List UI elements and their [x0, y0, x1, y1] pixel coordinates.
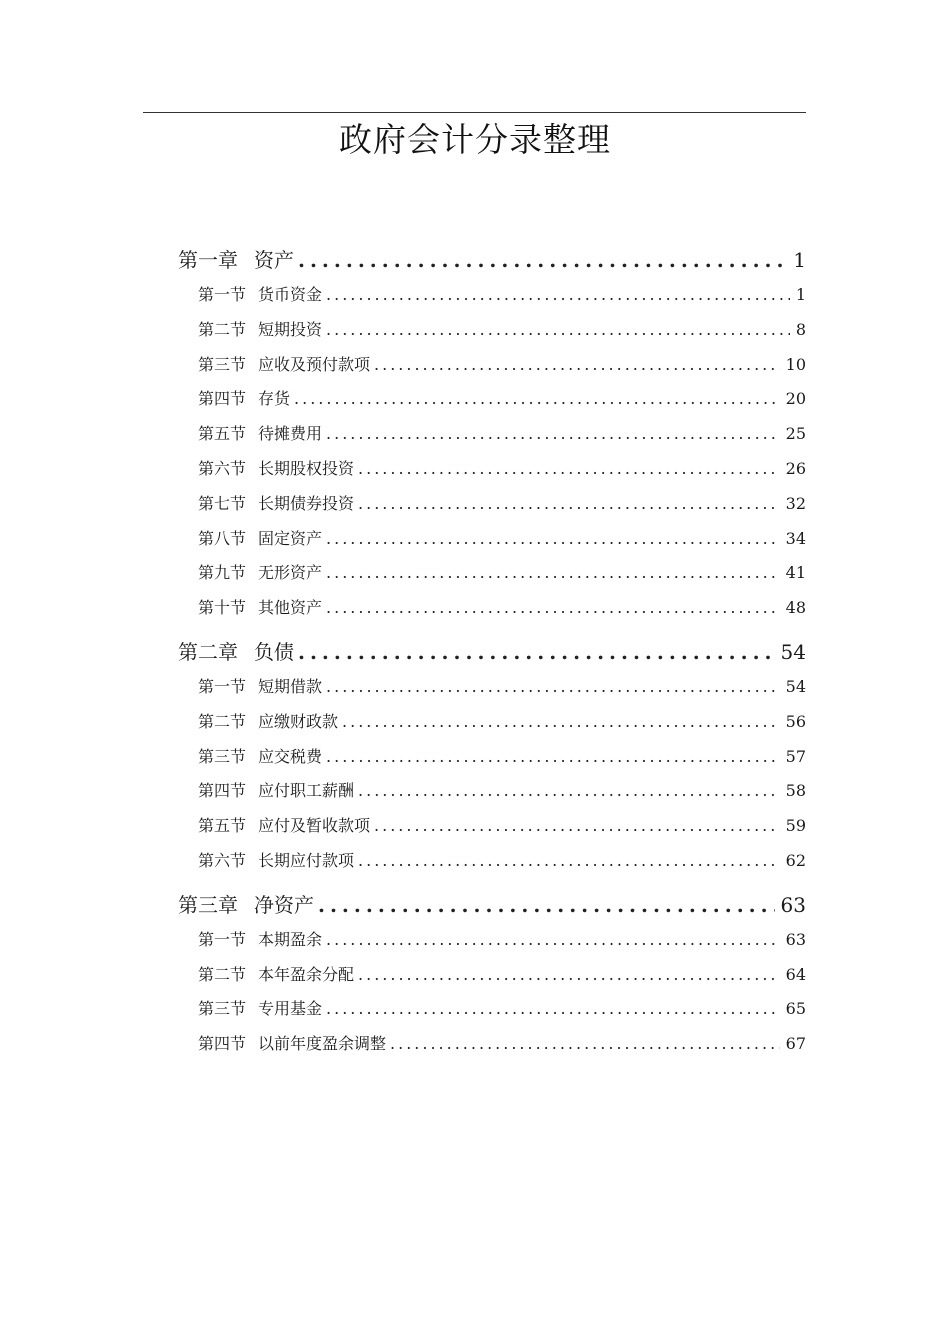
section-title: 应收及预付款项	[258, 354, 371, 374]
section-number: 第一节	[198, 285, 247, 304]
page-number: 63	[780, 892, 806, 917]
page-number: 25	[785, 424, 806, 444]
section-number: 第二节	[198, 319, 247, 339]
chapter-number: 第二章	[178, 639, 238, 664]
dot-leader	[326, 670, 780, 705]
section-title: 长期应付款项	[258, 850, 355, 870]
section-title: 其他资产	[258, 598, 323, 618]
section-title: 以前年度盈余调整	[258, 1034, 387, 1054]
dot-leader	[358, 487, 780, 522]
section-number: 第一节	[198, 676, 247, 696]
dot-leader	[326, 923, 780, 958]
page-number: 20	[785, 389, 806, 409]
page-number: 1	[793, 248, 806, 272]
dot-leader	[294, 382, 780, 417]
toc-section[interactable]	[198, 382, 806, 417]
section-title: 应交税费	[258, 746, 323, 766]
page-number: 56	[785, 711, 806, 731]
section-title: 固定资产	[258, 528, 323, 548]
dot-leader	[358, 844, 780, 879]
page-number: 57	[785, 746, 806, 766]
section-title: 存货	[258, 389, 291, 409]
page-number: 8	[795, 319, 806, 339]
dot-leader	[326, 591, 780, 626]
section-number: 第五节	[198, 424, 247, 444]
page-number: 26	[785, 458, 806, 478]
toc-section[interactable]	[198, 417, 806, 452]
toc-section[interactable]	[198, 992, 806, 1027]
page-number: 64	[785, 964, 806, 984]
dot-leader	[342, 705, 780, 740]
section-title: 货币资金	[258, 285, 323, 304]
toc-section[interactable]	[198, 774, 806, 809]
section-title: 短期借款	[258, 676, 323, 696]
page-number: 54	[780, 639, 806, 664]
dot-leader	[298, 242, 787, 278]
toc-section[interactable]	[198, 809, 806, 844]
section-title: 应付职工薪酬	[258, 781, 355, 801]
toc-chapter-2[interactable]	[178, 634, 806, 670]
chapter-number: 第一章	[178, 248, 238, 272]
page-number: 65	[785, 999, 806, 1019]
section-title: 本期盈余	[258, 929, 323, 949]
toc-section[interactable]	[198, 452, 806, 487]
section-number: 第一节	[198, 929, 247, 949]
toc-section[interactable]	[198, 670, 806, 705]
dot-leader	[326, 556, 780, 591]
page-number: 62	[785, 850, 806, 870]
page-number: 32	[785, 493, 806, 513]
dot-leader	[298, 634, 775, 670]
dot-leader	[358, 774, 780, 809]
dot-leader	[326, 992, 780, 1027]
dot-leader	[358, 958, 780, 993]
chapter-title: 净资产	[254, 892, 314, 917]
toc-chapter-1[interactable]	[178, 242, 806, 278]
dot-leader	[358, 452, 780, 487]
section-number: 第九节	[198, 563, 247, 583]
toc-section[interactable]	[198, 591, 806, 626]
page-number: 34	[785, 528, 806, 548]
toc-section[interactable]	[198, 1027, 806, 1062]
section-number: 第四节	[198, 1034, 247, 1054]
header-rule	[143, 112, 806, 113]
toc-section[interactable]	[198, 556, 806, 591]
toc-section[interactable]	[198, 705, 806, 740]
dot-leader	[390, 1027, 780, 1062]
toc-section[interactable]	[198, 278, 806, 313]
section-number: 第七节	[198, 493, 247, 513]
section-number: 第二节	[198, 964, 247, 984]
toc-section[interactable]	[198, 522, 806, 557]
dot-leader	[326, 740, 780, 775]
toc-section[interactable]	[198, 313, 806, 348]
section-title: 应付及暂收款项	[258, 816, 371, 836]
page-number: 63	[785, 929, 806, 949]
section-number: 第二节	[198, 711, 247, 731]
section-number: 第四节	[198, 389, 247, 409]
chapter-title: 资产	[254, 248, 294, 272]
chapter-title: 负债	[254, 639, 294, 664]
page-number: 67	[785, 1034, 806, 1054]
section-number: 第六节	[198, 458, 247, 478]
page-title: 政府会计分录整理	[339, 120, 611, 159]
section-title: 待摊费用	[258, 424, 323, 444]
dot-leader	[374, 809, 780, 844]
section-title: 专用基金	[258, 999, 323, 1019]
chapter-number: 第三章	[178, 892, 238, 917]
section-number: 第三节	[198, 999, 247, 1019]
section-number: 第五节	[198, 816, 247, 836]
section-title: 本年盈余分配	[258, 964, 355, 984]
toc-section[interactable]	[198, 348, 806, 383]
toc-section[interactable]	[198, 740, 806, 775]
dot-leader	[326, 313, 790, 348]
page-number: 41	[785, 563, 806, 583]
dot-leader	[374, 348, 780, 383]
dot-leader	[326, 522, 780, 557]
dot-leader	[326, 278, 790, 313]
section-title: 长期债券投资	[258, 493, 355, 513]
section-number: 第十节	[198, 598, 247, 618]
section-number: 第三节	[198, 354, 247, 374]
toc-section[interactable]	[198, 923, 806, 958]
dot-leader	[326, 417, 780, 452]
toc-section[interactable]	[198, 844, 806, 879]
toc-section[interactable]	[198, 487, 806, 522]
table-of-contents	[178, 242, 806, 1062]
page-number: 54	[785, 676, 806, 696]
section-number: 第六节	[198, 850, 247, 870]
dot-leader	[318, 887, 775, 923]
page-number: 10	[785, 354, 806, 374]
page-number: 48	[785, 598, 806, 618]
section-title: 应缴财政款	[258, 711, 339, 731]
section-title: 长期股权投资	[258, 458, 355, 478]
section-title: 短期投资	[258, 319, 323, 339]
section-number: 第三节	[198, 746, 247, 766]
section-title: 无形资产	[258, 563, 323, 583]
section-number: 第八节	[198, 528, 247, 548]
toc-section[interactable]	[198, 958, 806, 993]
section-number: 第四节	[198, 781, 247, 801]
page-number: 1	[795, 285, 806, 304]
toc-chapter-3[interactable]	[178, 887, 806, 923]
page-number: 58	[785, 781, 806, 801]
page-number: 59	[785, 816, 806, 836]
